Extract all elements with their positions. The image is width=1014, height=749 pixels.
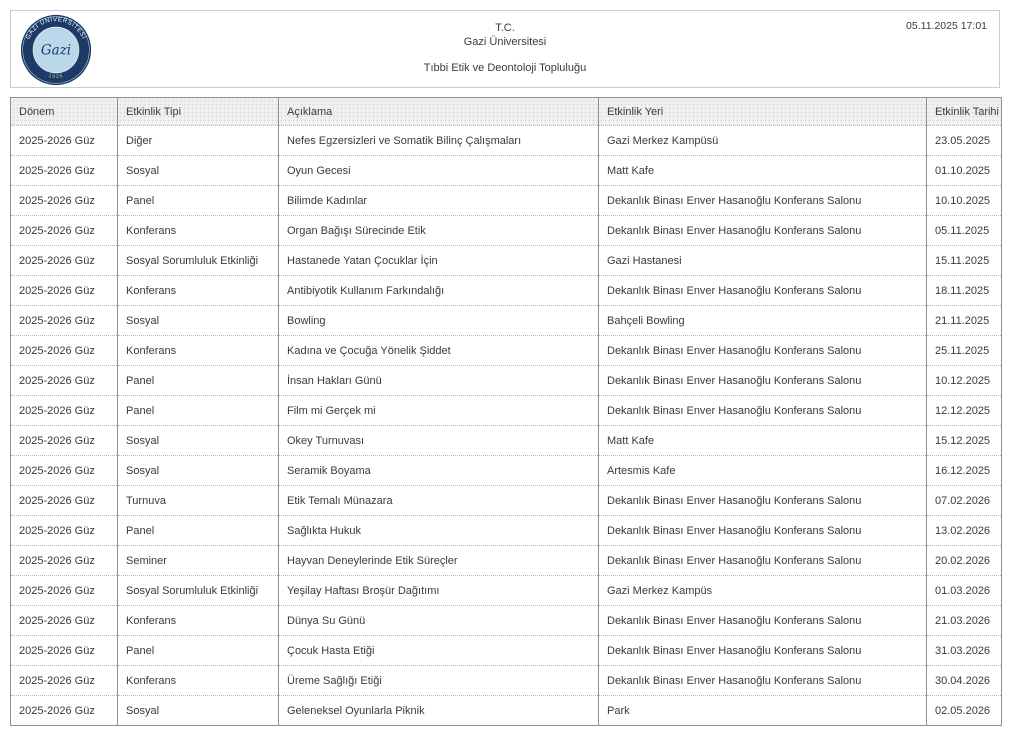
table-row xyxy=(11,546,1002,576)
cell-aciklama: Oyun Gecesi xyxy=(279,156,599,186)
cell-yeri: Dekanlık Binası Enver Hasanoğlu Konferans Salonu xyxy=(599,186,927,216)
cell-tipi: Panel xyxy=(118,186,279,216)
table-row xyxy=(11,246,1002,276)
logo-ring-text: GAZİ ÜNİVERSİTESİ xyxy=(24,16,88,41)
cell-yeri: Dekanlık Binası Enver Hasanoğlu Konferans Salonu xyxy=(599,366,927,396)
cell-tarihi: 21.03.2026 xyxy=(927,606,1002,636)
cell-aciklama: Organ Bağışı Sürecinde Etik xyxy=(279,216,599,246)
cell-aciklama: Etik Temalı Münazara xyxy=(279,486,599,516)
cell-donem: 2025-2026 Güz xyxy=(11,186,118,216)
table-row xyxy=(11,366,1002,396)
cell-tipi: Panel xyxy=(118,636,279,666)
cell-yeri: Artesmis Kafe xyxy=(599,456,927,486)
cell-yeri: Dekanlık Binası Enver Hasanoğlu Konferans Salonu xyxy=(599,636,927,666)
cell-tipi: Sosyal Sorumluluk Etkinliği xyxy=(118,246,279,276)
cell-tipi: Panel xyxy=(118,516,279,546)
cell-donem: 2025-2026 Güz xyxy=(11,306,118,336)
cell-donem: 2025-2026 Güz xyxy=(11,276,118,306)
cell-tarihi: 05.11.2025 xyxy=(927,216,1002,246)
cell-yeri: Dekanlık Binası Enver Hasanoğlu Konferans Salonu xyxy=(599,216,927,246)
cell-tipi: Konferans xyxy=(118,606,279,636)
cell-aciklama: Geleneksel Oyunlarla Piknik xyxy=(279,696,599,726)
column-header-donem: Dönem xyxy=(11,98,118,126)
cell-aciklama: Kadına ve Çocuğa Yönelik Şiddet xyxy=(279,336,599,366)
cell-yeri: Matt Kafe xyxy=(599,426,927,456)
cell-aciklama: Sağlıkta Hukuk xyxy=(279,516,599,546)
cell-tipi: Turnuva xyxy=(118,486,279,516)
cell-tarihi: 01.03.2026 xyxy=(927,576,1002,606)
cell-yeri: Dekanlık Binası Enver Hasanoğlu Konferans Salonu xyxy=(599,606,927,636)
table-row xyxy=(11,156,1002,186)
cell-donem: 2025-2026 Güz xyxy=(11,246,118,276)
cell-tarihi: 30.04.2026 xyxy=(927,666,1002,696)
cell-donem: 2025-2026 Güz xyxy=(11,486,118,516)
cell-tarihi: 15.11.2025 xyxy=(927,246,1002,276)
column-header-aciklama: Açıklama xyxy=(279,98,599,126)
cell-aciklama: Yeşilay Haftası Broşür Dağıtımı xyxy=(279,576,599,606)
cell-tarihi: 10.12.2025 xyxy=(927,366,1002,396)
cell-donem: 2025-2026 Güz xyxy=(11,576,118,606)
cell-donem: 2025-2026 Güz xyxy=(11,156,118,186)
table-row xyxy=(11,396,1002,426)
cell-tarihi: 15.12.2025 xyxy=(927,426,1002,456)
cell-tarihi: 01.10.2025 xyxy=(927,156,1002,186)
table-row xyxy=(11,606,1002,636)
cell-tipi: Konferans xyxy=(118,216,279,246)
cell-tarihi: 12.12.2025 xyxy=(927,396,1002,426)
cell-aciklama: Dünya Su Günü xyxy=(279,606,599,636)
table-row xyxy=(11,636,1002,666)
cell-tipi: Sosyal xyxy=(118,426,279,456)
cell-yeri: Dekanlık Binası Enver Hasanoğlu Konferans Salonu xyxy=(599,546,927,576)
cell-donem: 2025-2026 Güz xyxy=(11,606,118,636)
logo-year-text: 1926 xyxy=(47,72,65,80)
cell-tarihi: 25.11.2025 xyxy=(927,336,1002,366)
cell-yeri: Bahçeli Bowling xyxy=(599,306,927,336)
cell-tipi: Sosyal xyxy=(118,456,279,486)
cell-aciklama: Nefes Egzersizleri ve Somatik Bilinç Çalışmaları xyxy=(279,126,599,156)
table-row xyxy=(11,276,1002,306)
cell-yeri: Gazi Merkez Kampüsü xyxy=(599,126,927,156)
cell-tipi: Diğer xyxy=(118,126,279,156)
table-row xyxy=(11,426,1002,456)
header-line-university: Gazi Üniversitesi xyxy=(463,36,547,48)
cell-aciklama: Okey Turnuvası xyxy=(279,426,599,456)
cell-yeri: Dekanlık Binası Enver Hasanoğlu Konferans Salonu xyxy=(599,516,927,546)
header-line-tc: T.C. xyxy=(495,22,515,34)
cell-tarihi: 23.05.2025 xyxy=(927,126,1002,156)
cell-donem: 2025-2026 Güz xyxy=(11,426,118,456)
cell-aciklama: Hastanede Yatan Çocuklar İçin xyxy=(279,246,599,276)
table-row xyxy=(11,516,1002,546)
cell-tipi: Sosyal xyxy=(118,156,279,186)
cell-aciklama: Üreme Sağlığı Etiği xyxy=(279,666,599,696)
cell-aciklama: İnsan Hakları Günü xyxy=(279,366,599,396)
cell-yeri: Dekanlık Binası Enver Hasanoğlu Konferans Salonu xyxy=(599,336,927,366)
column-header-yeri: Etkinlik Yeri xyxy=(599,98,927,126)
cell-tipi: Sosyal Sorumluluk Etkinliği xyxy=(118,576,279,606)
cell-tipi: Konferans xyxy=(118,336,279,366)
cell-donem: 2025-2026 Güz xyxy=(11,516,118,546)
cell-tipi: Sosyal xyxy=(118,306,279,336)
cell-tarihi: 02.05.2026 xyxy=(927,696,1002,726)
cell-tarihi: 10.10.2025 xyxy=(927,186,1002,216)
cell-donem: 2025-2026 Güz xyxy=(11,456,118,486)
table-row xyxy=(11,486,1002,516)
cell-donem: 2025-2026 Güz xyxy=(11,636,118,666)
cell-donem: 2025-2026 Güz xyxy=(11,666,118,696)
events-table xyxy=(10,97,1002,726)
table-row xyxy=(11,456,1002,486)
cell-aciklama: Çocuk Hasta Etiği xyxy=(279,636,599,666)
cell-donem: 2025-2026 Güz xyxy=(11,366,118,396)
print-timestamp: 05.11.2025 17:01 xyxy=(906,20,987,32)
cell-tarihi: 16.12.2025 xyxy=(927,456,1002,486)
cell-aciklama: Seramik Boyama xyxy=(279,456,599,486)
table-row xyxy=(11,186,1002,216)
cell-aciklama: Bowling xyxy=(279,306,599,336)
report-header xyxy=(10,10,1000,88)
table-row xyxy=(11,696,1002,726)
cell-tarihi: 20.02.2026 xyxy=(927,546,1002,576)
cell-donem: 2025-2026 Güz xyxy=(11,336,118,366)
cell-aciklama: Bilimde Kadınlar xyxy=(279,186,599,216)
cell-tipi: Konferans xyxy=(118,276,279,306)
cell-tipi: Panel xyxy=(118,396,279,426)
cell-donem: 2025-2026 Güz xyxy=(11,696,118,726)
cell-aciklama: Film mi Gerçek mi xyxy=(279,396,599,426)
cell-yeri: Gazi Hastanesi xyxy=(599,246,927,276)
table-body xyxy=(11,126,1002,726)
cell-tarihi: 07.02.2026 xyxy=(927,486,1002,516)
column-header-tarihi: Etkinlik Tarihi xyxy=(927,98,1002,126)
table-row xyxy=(11,216,1002,246)
table-row xyxy=(11,126,1002,156)
cell-donem: 2025-2026 Güz xyxy=(11,216,118,246)
cell-tarihi: 31.03.2026 xyxy=(927,636,1002,666)
cell-yeri: Park xyxy=(599,696,927,726)
cell-yeri: Dekanlık Binası Enver Hasanoğlu Konferans Salonu xyxy=(599,276,927,306)
table-row xyxy=(11,336,1002,366)
table-row xyxy=(11,576,1002,606)
cell-yeri: Dekanlık Binası Enver Hasanoğlu Konferans Salonu xyxy=(599,486,927,516)
cell-yeri: Dekanlık Binası Enver Hasanoğlu Konferans Salonu xyxy=(599,396,927,426)
cell-tipi: Konferans xyxy=(118,666,279,696)
cell-tarihi: 13.02.2026 xyxy=(927,516,1002,546)
cell-donem: 2025-2026 Güz xyxy=(11,126,118,156)
cell-donem: 2025-2026 Güz xyxy=(11,546,118,576)
cell-aciklama: Antibiyotik Kullanım Farkındalığı xyxy=(279,276,599,306)
cell-donem: 2025-2026 Güz xyxy=(11,396,118,426)
header-title-block xyxy=(11,21,999,75)
column-header-tipi: Etkinlik Tipi xyxy=(118,98,279,126)
cell-aciklama: Hayvan Deneylerinde Etik Süreçler xyxy=(279,546,599,576)
cell-tarihi: 18.11.2025 xyxy=(927,276,1002,306)
logo-script-signature: Gazi xyxy=(40,42,72,59)
table-header-row xyxy=(11,98,1002,126)
cell-tipi: Sosyal xyxy=(118,696,279,726)
table-row xyxy=(11,666,1002,696)
cell-tarihi: 21.11.2025 xyxy=(927,306,1002,336)
header-line-community: Tıbbi Etik ve Deontoloji Topluluğu xyxy=(423,62,587,74)
table-row xyxy=(11,306,1002,336)
cell-yeri: Gazi Merkez Kampüs xyxy=(599,576,927,606)
cell-tipi: Seminer xyxy=(118,546,279,576)
cell-yeri: Dekanlık Binası Enver Hasanoğlu Konferans Salonu xyxy=(599,666,927,696)
cell-yeri: Matt Kafe xyxy=(599,156,927,186)
cell-tipi: Panel xyxy=(118,366,279,396)
